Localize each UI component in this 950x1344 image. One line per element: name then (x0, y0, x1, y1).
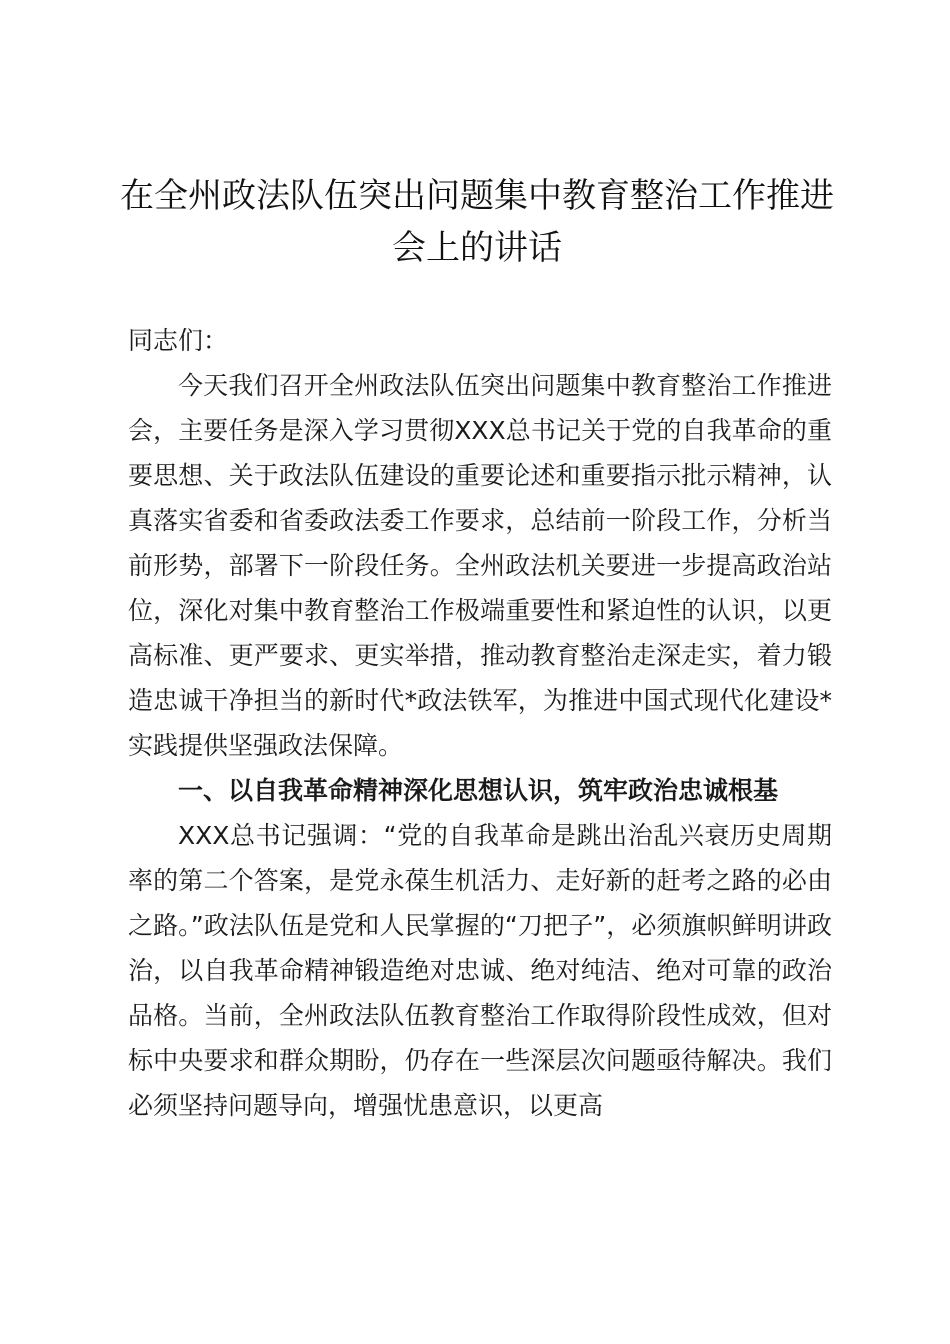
document-body (128, 318, 832, 1128)
section-heading: 一、以自我革命精神深化思想认识，筑牢政治忠诚根基 (178, 776, 779, 805)
salutation: 同志们： (128, 326, 229, 355)
section-paragraph: XXX总书记强调：“党的自我革命是跳出治乱兴衰历史周期率的第二个答案，是党永葆生机活力、走好新的赶考之路的必由之路。”政法队伍是党和人民掌握的“刀把子”，必须旗帜鲜明讲政治，以自我革命精神锻造绝对忠诚、绝对纯洁、绝对可靠的政治品格。当前，全州政法队伍教育整治工作取得阶段性成效，但对标中央要求和群众期盼，仍存在一些深层次问题亟待解决。我们必须坚持问题导向，增强忧患意识，以更高 (128, 821, 832, 1120)
document-title: 在全州政法队伍突出问题集中教育整治工作推进会上的讲话 (120, 176, 834, 268)
intro-paragraph: 今天我们召开全州政法队伍突出问题集中教育整治工作推进会，主要任务是深入学习贯彻XXX总书记关于党的自我革命的重要思想、关于政法队伍建设的重要论述和重要指示批示精神，认真落实省委和省委政法委工作要求，总结前一阶段工作，分析当前形势，部署下一阶段任务。全州政法机关要进一步提高政治站位，深化对集中教育整治工作极端重要性和紧迫性的认识，以更高标准、更严要求、更实举措，推动教育整治走深走实，着力锻造忠诚干净担当的新时代*政法铁军，为推进中国式现代化建设*实践提供坚强政法保障。 (128, 371, 832, 760)
